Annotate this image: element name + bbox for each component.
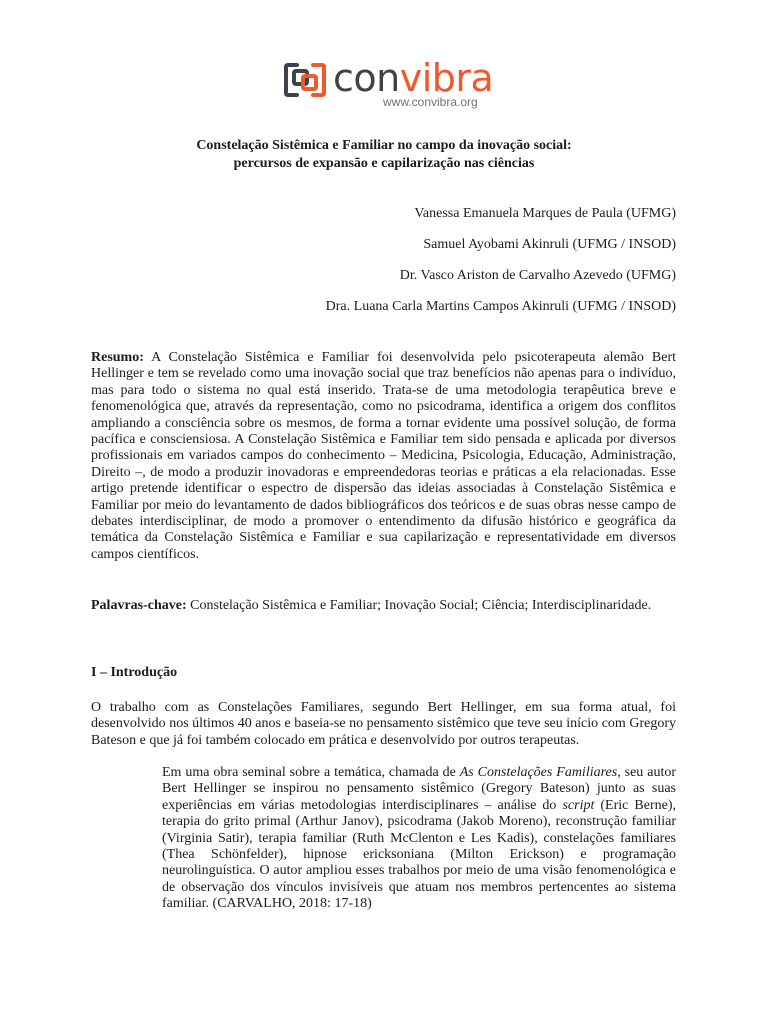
keywords-text: Constelação Sistêmica e Familiar; Inovação Social; Ciência; Interdisciplinaridade. [186,598,652,613]
author: Samuel Ayobami Akinruli (UFMG / INSOD) [423,237,676,252]
abstract-text: A Constelação Sistêmica e Familiar foi desenvolvida pelo psicoterapeuta alemão Bert Hellinger e tem se revelado como uma inovação social que traz benefícios não apenas para o indivíduo, mas para todo o sistema no qual está inserido. Trata-se de uma metodologia terapêutica breve e fenomenológica que, através da representação, como no psicodrama, identifica a origem dos conflitos ampliando a consciência sobre os mesmos, de forma a tornar evidente uma possível solução, de forma pacífica e consciensiosa. A Constelação Sistêmica e Familiar tem sido pensada e aplicada por diversos profissionais em variados campos do conhecimento – Medicina, Psicologia, Educação, Administração, Direito –, de modo a produzir inovadoras e empreendedoras teorias e práticas a ela relacionadas. Esse artigo pretende identificar o espectro de dispersão das ideias associadas à Constelação Sistêmica e Familiar por meio do levantamento de dados bibliográficos dos teóricos e de suas obras nesse campo de debates interdisciplinar, de modo a promover o entendimento da difusão histórico e geográfica da temática da Constelação Sistêmica e Familiar e sua capilarização e representatividade em diversos campos científicos. [91,350,676,562]
author: Vanessa Emanuela Marques de Paula (UFMG) [414,206,676,221]
author: Dr. Vasco Ariston de Carvalho Azevedo (UFMG) [399,268,676,283]
paper-title [0,137,768,173]
convibra-wordmark: convibra [333,56,494,100]
logo-url: www.convibra.org [383,95,478,109]
quote-script-word: script [562,797,595,813]
title-line-2: percursos de expansão e capilarização nas ciências [233,156,535,171]
keywords [91,598,676,614]
quote-book-title: As Constelações Familiares, [459,765,621,780]
convibra-logo [283,58,523,112]
quote-text-1: Em uma obra seminal sobre a temática, chamada de [162,765,460,780]
quote-text-2: seu autor Bert Hellinger se inspirou no pensamento sistêmico (Gregory Bateson) junto as suas experiências em várias metodologias interdisciplinares – análise do [162,765,676,813]
convibra-logo-icon [283,60,327,100]
author: Dra. Luana Carla Martins Campos Akinruli (UFMG / INSOD) [325,299,676,314]
quote-text-3: (Eric Berne), terapia do grito primal (Arthur Janov), psicodrama (Jakob Moreno), reconstrução familiar (Virginia Satir), terapia familiar (Ruth McClenton e Les Kadis), constelações familiares (Thea Schönfelder), hipnose ericksoniana (Milton Erickson) e programação neurolinguística. O autor ampliou esses trabalhos por meio de uma visão fenomenológica e de observação dos vínculos invisíveis que atuam nos membros pertencentes ao sistema familiar. (CARVALHO, 2018: 17-18) [162,797,676,912]
author-list [326,205,676,329]
abstract [91,350,676,563]
title-line-1: Constelação Sistêmica e Familiar no campo da inovação social: [196,138,572,153]
intro-paragraph: O trabalho com as Constelações Familiares, segundo Bert Hellinger, em sua forma atual, foi desenvolvido nos últimos 40 anos e baseia-se no pensamento sistêmico que teve seu início com Gregory Bateson e que já foi também colocado em prática e desenvolvido por outros terapeutas. [91,700,676,748]
section-heading: I – Introdução [91,665,178,680]
block-quote [162,765,676,913]
abstract-label: Resumo: [91,350,144,365]
keywords-label: Palavras-chave: [91,598,187,613]
